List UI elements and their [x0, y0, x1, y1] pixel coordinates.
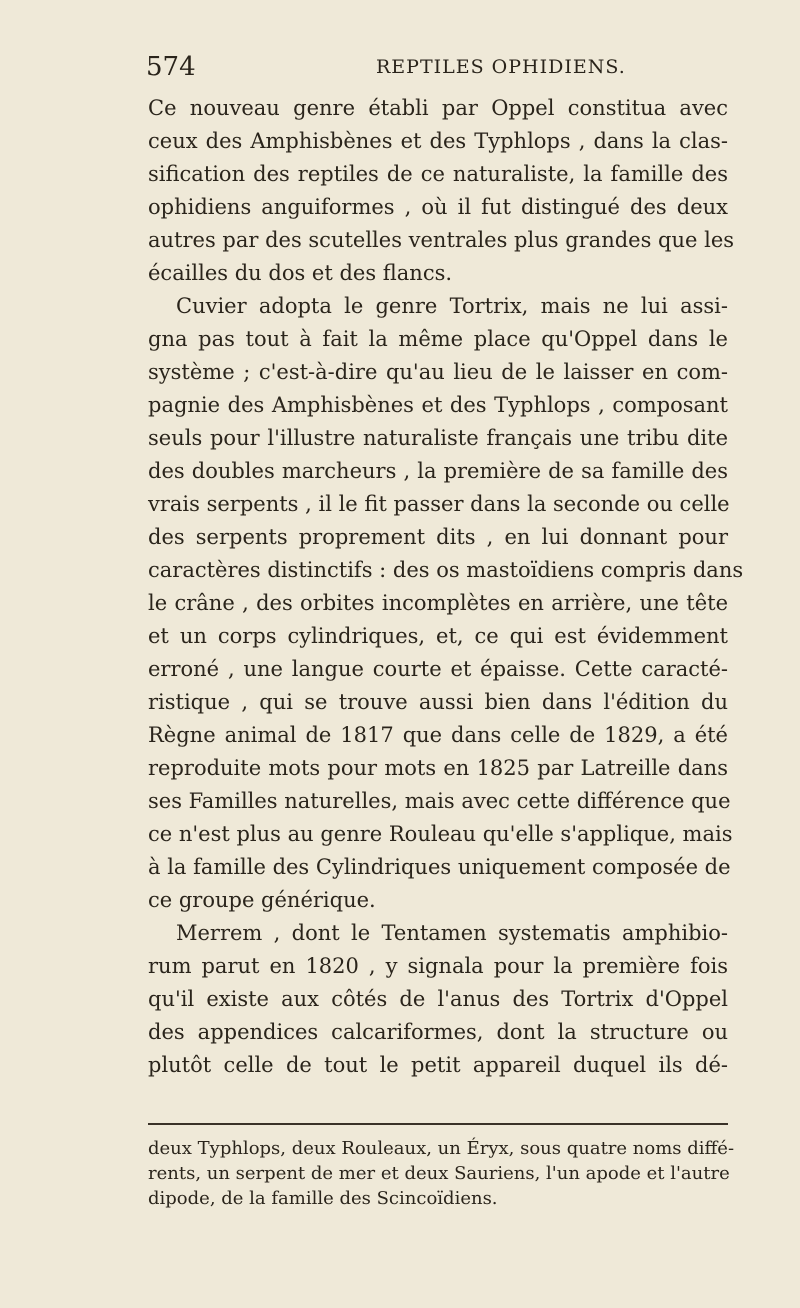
footnote-line: dipode, de la famille des Scincoïdiens.: [148, 1188, 498, 1209]
running-title: REPTILES OPHIDIENS.: [376, 56, 626, 78]
body-text: [148, 92, 744, 1082]
body-line: autres par des scutelles ventrales plus grandes que les: [148, 228, 735, 252]
body-line: ses Familles naturelles, mais avec cette différence que: [148, 789, 731, 813]
footnote-divider: [148, 1123, 728, 1125]
body-line: ce n'est plus au genre Rouleau qu'elle s'applique, mais: [148, 822, 733, 846]
body-line: seuls pour l'illustre naturaliste français une tribu dite: [148, 426, 728, 450]
body-line: rum parut en 1820 , y signala pour la première fois: [148, 954, 728, 978]
body-line: et un corps cylindriques, et, ce qui est évidemment: [148, 624, 728, 648]
body-line: plutôt celle de tout le petit appareil duquel ils dé-: [148, 1053, 728, 1077]
body-line: pagnie des Amphisbènes et des Typhlops , composant: [148, 393, 728, 417]
body-line: système ; c'est-à-dire qu'au lieu de le laisser en com-: [148, 360, 728, 384]
body-line: à la famille des Cylindriques uniquement composée de: [148, 855, 731, 879]
footnote: [148, 1136, 735, 1211]
body-line: erroné , une langue courte et épaisse. Cette caracté-: [148, 657, 728, 681]
body-line: ristique , qui se trouve aussi bien dans l'édition du: [148, 690, 728, 714]
body-line: le crâne , des orbites incomplètes en arrière, une tête: [148, 591, 728, 615]
body-line: qu'il existe aux côtés de l'anus des Tortrix d'Oppel: [148, 987, 728, 1011]
body-line: des appendices calcariformes, dont la structure ou: [148, 1020, 728, 1044]
footnote-line: rents, un serpent de mer et deux Sauriens, l'un apode et l'autre: [148, 1163, 730, 1184]
body-line: ce groupe générique.: [148, 888, 376, 912]
page-number: 574: [146, 52, 196, 82]
footnote-line: deux Typhlops, deux Rouleaux, un Éryx, sous quatre noms diffé-: [148, 1138, 735, 1159]
body-line: des doubles marcheurs , la première de sa famille des: [148, 459, 728, 483]
body-line: reproduite mots pour mots en 1825 par Latreille dans: [148, 756, 728, 780]
body-line: vrais serpents , il le fit passer dans la seconde ou celle: [148, 492, 730, 516]
body-line: sification des reptiles de ce naturaliste, la famille des: [148, 162, 728, 186]
body-line: Cuvier adopta le genre Tortrix, mais ne lui assi-: [176, 294, 728, 318]
body-line: Ce nouveau genre établi par Oppel constitua avec: [148, 96, 728, 120]
body-line: Merrem , dont le Tentamen systematis amphibio-: [176, 921, 728, 945]
body-line: Règne animal de 1817 que dans celle de 1829, a été: [148, 723, 728, 747]
body-line: écailles du dos et des flancs.: [148, 261, 453, 285]
body-line: des serpents proprement dits , en lui donnant pour: [148, 525, 728, 549]
page-header: [146, 52, 710, 86]
body-line: caractères distinctifs : des os mastoïdiens compris dans: [148, 558, 744, 582]
body-line: gna pas tout à fait la même place qu'Oppel dans le: [148, 327, 728, 351]
body-line: ophidiens anguiformes , où il fut distingué des deux: [148, 195, 728, 219]
body-line: ceux des Amphisbènes et des Typhlops , dans la clas-: [148, 129, 728, 153]
